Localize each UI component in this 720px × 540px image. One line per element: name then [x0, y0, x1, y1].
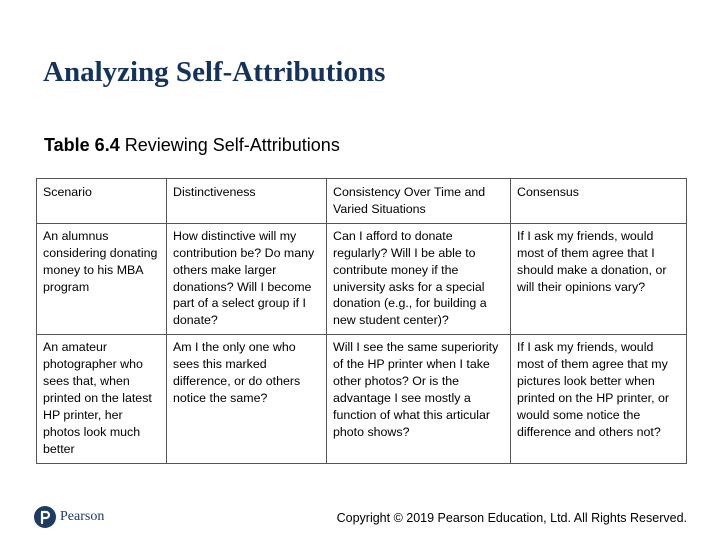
column-header-scenario: Scenario: [37, 179, 167, 224]
table-cell-scenario: An amateur photographer who sees that, when printed on the latest HP printer, her photos look much better: [37, 335, 167, 463]
table-cell-consensus: If I ask my friends, would most of them agree that my pictures look better when printed on the HP printer, or would some notice the difference and others not?: [511, 335, 687, 463]
table-header-row: [37, 179, 687, 224]
table-row: [37, 223, 687, 334]
slide-title: Analyzing Self-Attributions: [43, 56, 386, 88]
pearson-p-icon: [34, 506, 56, 528]
column-header-consistency: Consistency Over Time and Varied Situations: [327, 179, 511, 224]
table-caption-number: Table 6.4: [44, 135, 120, 155]
copyright-notice: Copyright © 2019 Pearson Education, Ltd. All Rights Reserved.: [336, 511, 687, 525]
table-row: [37, 335, 687, 463]
table-cell-distinctiveness: How distinctive will my contribution be? Do many others make larger donations? Will I become part of a select group if I donate?: [167, 223, 327, 334]
pearson-wordmark: Pearson: [60, 509, 105, 524]
table-cell-distinctiveness: Am I the only one who sees this marked difference, or do others notice the same?: [167, 335, 327, 463]
self-attributions-table: [36, 178, 687, 464]
table-caption: [44, 135, 340, 156]
column-header-consensus: Consensus: [511, 179, 687, 224]
table-cell-consensus: If I ask my friends, would most of them agree that I should make a donation, or will their opinions vary?: [511, 223, 687, 334]
column-header-distinctiveness: Distinctiveness: [167, 179, 327, 224]
table-cell-consistency: Can I afford to donate regularly? Will I be able to contribute money if the university asks for a special donation (e.g., for building a new student center)?: [327, 223, 511, 334]
table-cell-consistency: Will I see the same superiority of the HP printer when I take other photos? Or is the advantage I see mostly a function of what this articular photo shows?: [327, 335, 511, 463]
table-caption-text: Reviewing Self-Attributions: [124, 135, 340, 155]
table-cell-scenario: An alumnus considering donating money to his MBA program: [37, 223, 167, 334]
pearson-logo: [34, 506, 104, 528]
